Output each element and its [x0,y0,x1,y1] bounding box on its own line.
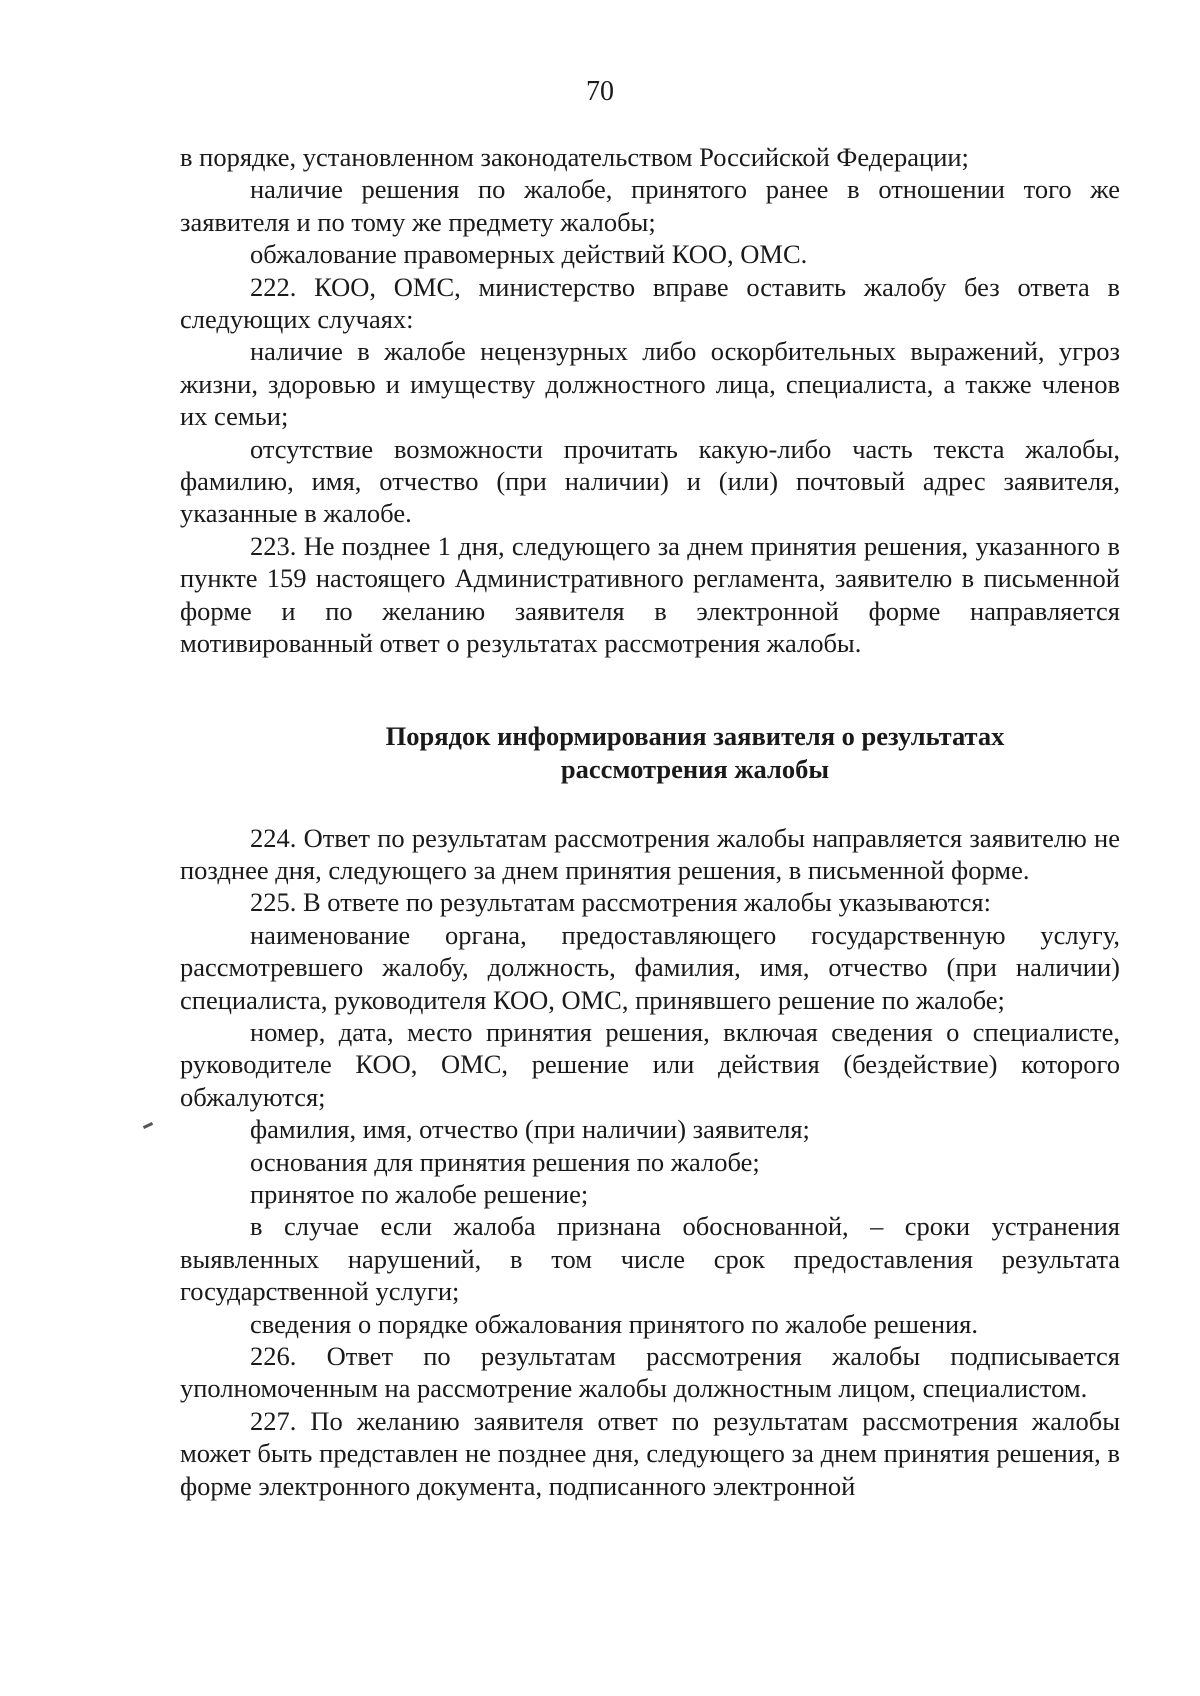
paragraph: 223. Не позднее 1 дня, следующего за днем принятия решения, указанного в пункте 159 настоящего Административного регламента, заявителю в письменной форме и по желанию заявителя в электронной форме направляется мотивированный ответ о результатах рассмотрения жалобы. [180,530,1120,659]
paragraph: 227. По желанию заявителя ответ по результатам рассмотрения жалобы может быть представлен не позднее дня, следующего за днем принятия решения, в форме электронного документа, подписанного электронной [180,1405,1120,1501]
paragraph: принятое по жалобе решение; [250,1178,589,1209]
margin-mark [143,1122,153,1129]
paragraph: в случае если жалоба признана обоснованной, – сроки устранения выявленных нарушений, в том числе срок предоставления результата государственной услуги; [180,1211,1120,1307]
section-heading [180,720,1120,786]
paragraph: наличие решения по жалобе, принятого ранее в отношении того же заявителя и по тому же предмету жалобы; [180,174,1120,237]
paragraph: в порядке, установленном законодательством Российской Федерации; [180,142,969,172]
paragraph: 222. КОО, ОМС, министерство вправе оставить жалобу без ответа в следующих случаях: [180,271,1120,335]
section-heading-line: Порядок информирования заявителя о результатах [385,720,1005,751]
paragraph: фамилия, имя, отчество (при наличии) заявителя; [250,1114,810,1145]
paragraph: отсутствие возможности прочитать какую-либо часть текста жалобы, фамилию, имя, отчество (при наличии) и (или) почтовый адрес заявителя, указанные в жалобе. [180,433,1120,529]
paragraph: номер, дата, место принятия решения, включая сведения о специалисте, руководителе КОО, ОМС, решение или действия (бездействие) которого обжалуются; [180,1016,1120,1112]
paragraph: обжалование правомерных действий КОО, ОМС. [250,239,808,270]
page-number: 70 [586,76,614,107]
paragraph: 226. Ответ по результатам рассмотрения жалобы подписывается уполномоченным на рассмотрение жалобы должностным лицом, специалистом. [180,1341,1120,1404]
paragraphs-before [180,141,1120,660]
section-heading-line: рассмотрения жалобы [560,753,830,784]
paragraph: наименование органа, предоставляющего государственную услугу, рассмотревшего жалобу, должность, фамилия, имя, отчество (при наличии) специалиста, руководителя КОО, ОМС, принявшего решение по жалобе; [180,919,1120,1015]
paragraph: 225. В ответе по результатам рассмотрения жалобы указываются: [250,887,991,918]
paragraph: основания для принятия решения по жалобе; [250,1146,760,1177]
paragraph: наличие в жалобе нецензурных либо оскорбительных выражений, угроз жизни, здоровью и имуществу должностного лица, специалиста, а также членов их семьи; [180,336,1120,432]
paragraphs-after [180,822,1120,1503]
paragraph: сведения о порядке обжалования принятого по жалобе решения. [250,1308,978,1339]
document-body [180,141,1120,1502]
paragraph: 224. Ответ по результатам рассмотрения жалобы направляется заявителю не позднее дня, следующего за днем принятия решения, в письменной форме. [180,822,1120,885]
